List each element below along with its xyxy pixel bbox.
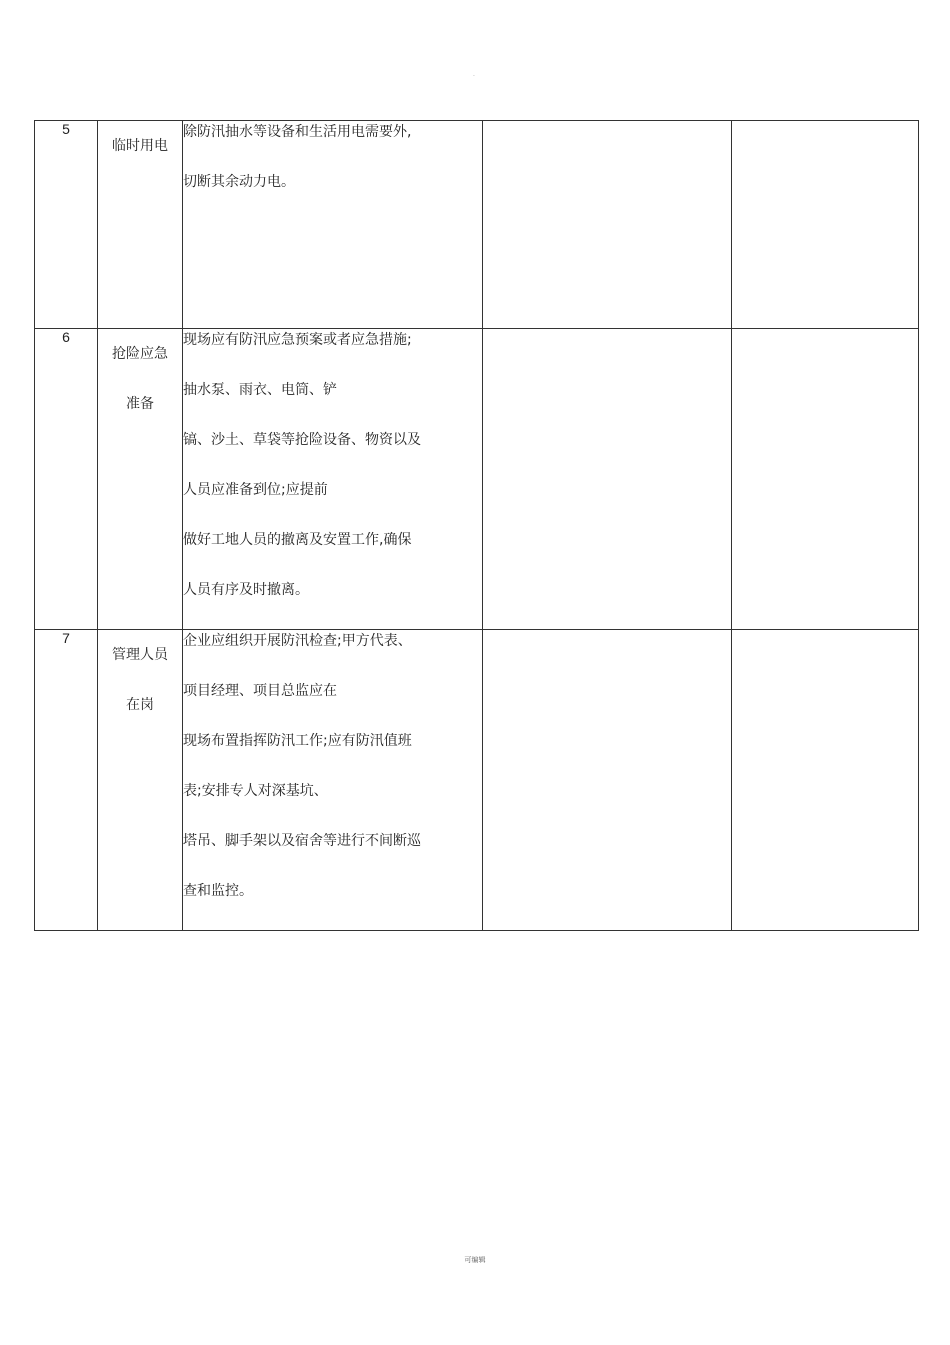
page-header-mark: . (473, 71, 475, 78)
check-requirement (183, 329, 483, 630)
row-number: 5 (35, 121, 98, 329)
requirement-line: 人员有序及时撤离。 (183, 582, 309, 598)
requirement-line: 除防汛抽水等设备和生活用电需要外, (183, 124, 412, 140)
remark-cell (732, 329, 919, 630)
remark-cell (732, 121, 919, 329)
requirement-line: 做好工地人员的撤离及安置工作,确保 (183, 532, 412, 548)
flood-inspection-table (34, 120, 919, 931)
page-footer: 可编辑 (464, 1256, 486, 1264)
requirement-line: 镐、沙土、草袋等抢险设备、物资以及 (183, 432, 421, 448)
check-result-cell (483, 630, 732, 931)
requirement-line: 项目经理、项目总监应在 (183, 683, 337, 699)
check-requirement (183, 630, 483, 931)
requirement-line: 现场布置指挥防汛工作;应有防汛值班 (183, 733, 412, 749)
requirement-line: 抽水泵、雨衣、电筒、铲 (183, 382, 337, 398)
check-item-line: 抢险应急 (112, 346, 168, 362)
requirement-line: 企业应组织开展防汛检查;甲方代表、 (183, 633, 412, 649)
check-item (98, 630, 183, 931)
requirement-line: 查和监控。 (183, 883, 253, 899)
check-item-line: 管理人员 (112, 647, 168, 663)
requirement-line: 塔吊、脚手架以及宿舍等进行不间断巡 (183, 833, 421, 849)
table-row (35, 630, 919, 931)
table-row (35, 121, 919, 329)
check-item-line: 在岗 (126, 697, 154, 713)
check-item-line: 临时用电 (112, 138, 168, 154)
requirement-line: 表;安排专人对深基坑、 (183, 783, 328, 799)
requirement-line: 人员应准备到位;应提前 (183, 482, 328, 498)
remark-cell (732, 630, 919, 931)
check-item-line: 准备 (126, 396, 154, 412)
check-item (98, 121, 183, 329)
check-result-cell (483, 121, 732, 329)
table-row (35, 329, 919, 630)
row-number: 7 (35, 630, 98, 931)
requirement-line: 切断其余动力电。 (183, 174, 295, 190)
check-item (98, 329, 183, 630)
requirement-line: 现场应有防汛应急预案或者应急措施; (183, 332, 412, 348)
check-requirement (183, 121, 483, 329)
check-result-cell (483, 329, 732, 630)
row-number: 6 (35, 329, 98, 630)
